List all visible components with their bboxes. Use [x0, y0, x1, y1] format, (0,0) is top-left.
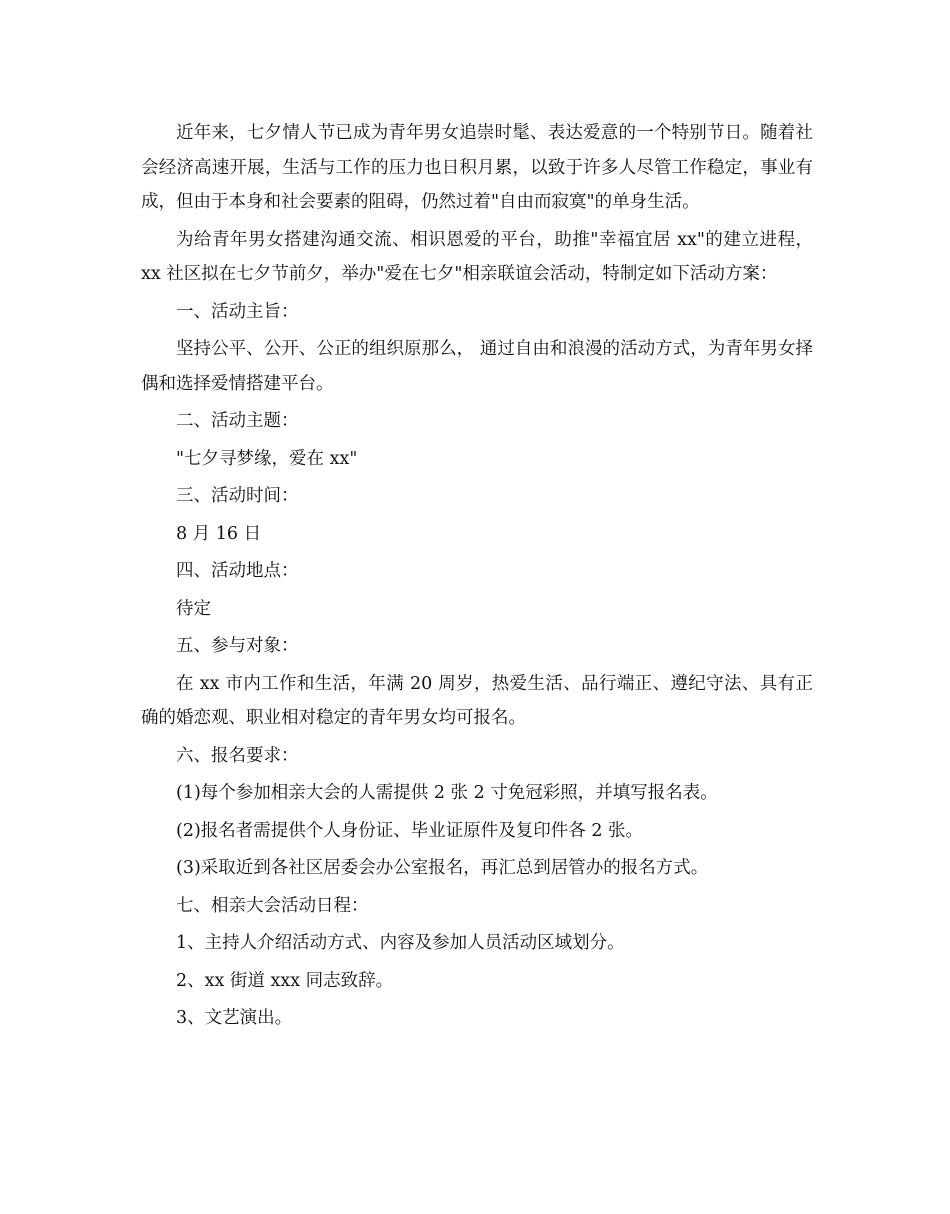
list-item-schedule-2: 2、xx 街道 xxx 同志致辞。: [176, 970, 394, 991]
paragraph-activity-location: 待定: [176, 598, 211, 619]
document-body: [141, 116, 813, 1036]
list-item-registration-1: (1)每个参加相亲大会的人需提供 2 张 2 寸免冠彩照，并填写报名表。: [176, 783, 718, 803]
heading-participants: 五、参与对象：: [176, 636, 299, 656]
paragraph-activity-aim: 坚持公平、公开、公正的组织原那么， 通过自由和浪漫的活动方式，为青年男女择偶和选择爱情搭建平台。: [141, 339, 813, 394]
heading-activity-location: 四、活动地点：: [176, 561, 299, 581]
list-item-schedule-1: 1、主持人介绍活动方式、内容及参加人员活动区域划分。: [176, 933, 625, 953]
paragraph-activity-time: 8 月 16 日: [176, 523, 262, 544]
paragraph-intro: 近年来，七夕情人节已成为青年男女追崇时髦、表达爱意的一个特别节日。随着社会经济高速开展，生活与工作的压力也日积月累，以致于许多人尽管工作稳定，事业有成，但由于本身和社会要素的阻碍，仍然过着"自由而寂寞"的单身生活。: [141, 123, 813, 212]
list-item-registration-2: (2)报名者需提供个人身份证、毕业证原件及复印件各 2 张。: [176, 820, 644, 841]
list-item-schedule-3: 3、文艺演出。: [176, 1008, 293, 1028]
heading-schedule: 七、相亲大会活动日程：: [176, 895, 369, 916]
heading-activity-aim: 一、活动主旨：: [176, 301, 299, 322]
paragraph-participants: 在 xx 市内工作和生活，年满 20 周岁，热爱生活、品行端正、遵纪守法、具有正确的婚恋观、职业相对稳定的青年男女均可报名。: [141, 673, 813, 728]
paragraph-activity-theme: "七夕寻梦缘，爱在 xx": [176, 448, 358, 469]
list-item-registration-3: (3)采取近到各社区居委会办公室报名，再汇总到居管办的报名方式。: [176, 858, 709, 878]
heading-activity-time: 三、活动时间：: [176, 486, 299, 506]
heading-registration: 六、报名要求：: [176, 745, 299, 766]
paragraph-purpose: 为给青年男女搭建沟通交流、相识恩爱的平台，助推"幸福宜居 xx"的建立进程，xx 社区拟在七夕节前夕，举办"爱在七夕"相亲联谊会活动，特制定如下活动方案：: [141, 229, 813, 284]
heading-activity-theme: 二、活动主题：: [176, 411, 299, 431]
